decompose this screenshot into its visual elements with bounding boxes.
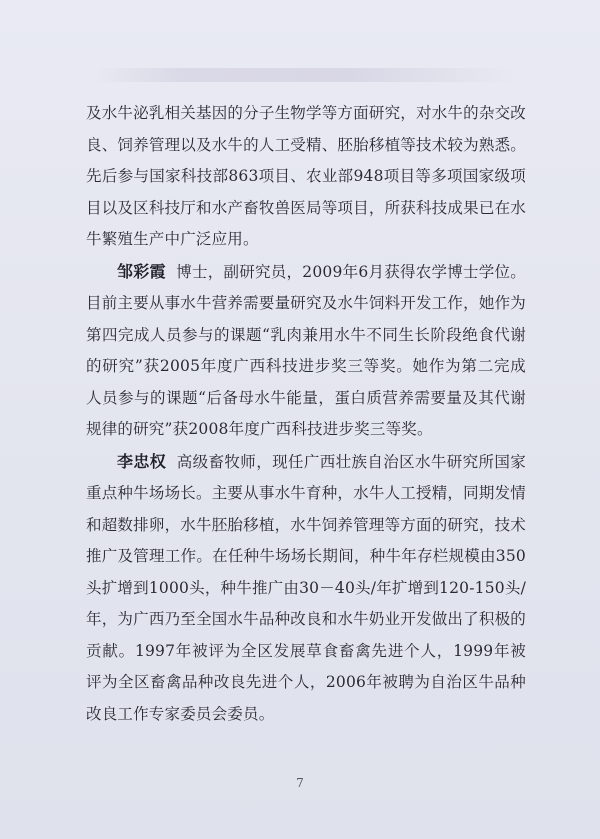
document-body — [86, 98, 526, 730]
paragraph-text: 及水牛泌乳相关基因的分子生物学等方面研究，对水牛的杂交改良、饲养管理以及水牛的人工受精、胚胎移植等技术较为熟悉。先后参与国家科技部863项目、农业部948项目等多项国家级项目以及区科技厅和水产畜牧兽医局等项目，所获科技成果已在水牛繁殖生产中广泛应用。 — [86, 104, 526, 248]
faint-header-band — [95, 68, 515, 82]
paragraph-continuation — [86, 98, 526, 256]
paragraph-text: 高级畜牧师，现任广西壮族自治区水牛研究所国家重点种牛场场长。主要从事水牛育种，水牛人工授精，同期发情和超数排卵，水牛胚胎移植，水牛饲养管理等方面的研究，技术推广及管理工作。在任种牛场场长期间，种牛年存栏规模由350头扩增到1000头，种牛推广由30－40头/年扩增到120-150头/年，为广西乃至全国水牛品种改良和水牛奶业开发做出了积极的贡献。1997年被评为全区发展草食畜禽先进个人，1999年被评为全区畜禽品种改良先进个人，2006年被聘为自治区牛品种改良工作专家委员会委员。 — [86, 452, 526, 723]
page-number: 7 — [296, 776, 304, 790]
person-name: 邹彩霞 — [117, 261, 166, 281]
paragraph-text: 博士，副研究员，2009年6月获得农学博士学位。目前主要从事水牛营养需要量研究及水牛饲料开发工作，她作为第四完成人员参与的课题“乳肉兼用水牛不同生长阶段绝食代谢的研究”获2005年度广西科技进步奖三等奖。她作为第二完成人员参与的课题“后备母水牛能量，蛋白质营养需要量及其代谢规律的研究”获2008年度广西科技进步奖三等奖。 — [86, 262, 527, 438]
paragraph-li-zhongquan — [86, 446, 526, 731]
paragraph-zou-caixia — [86, 256, 526, 446]
person-name: 李忠权 — [117, 451, 167, 471]
